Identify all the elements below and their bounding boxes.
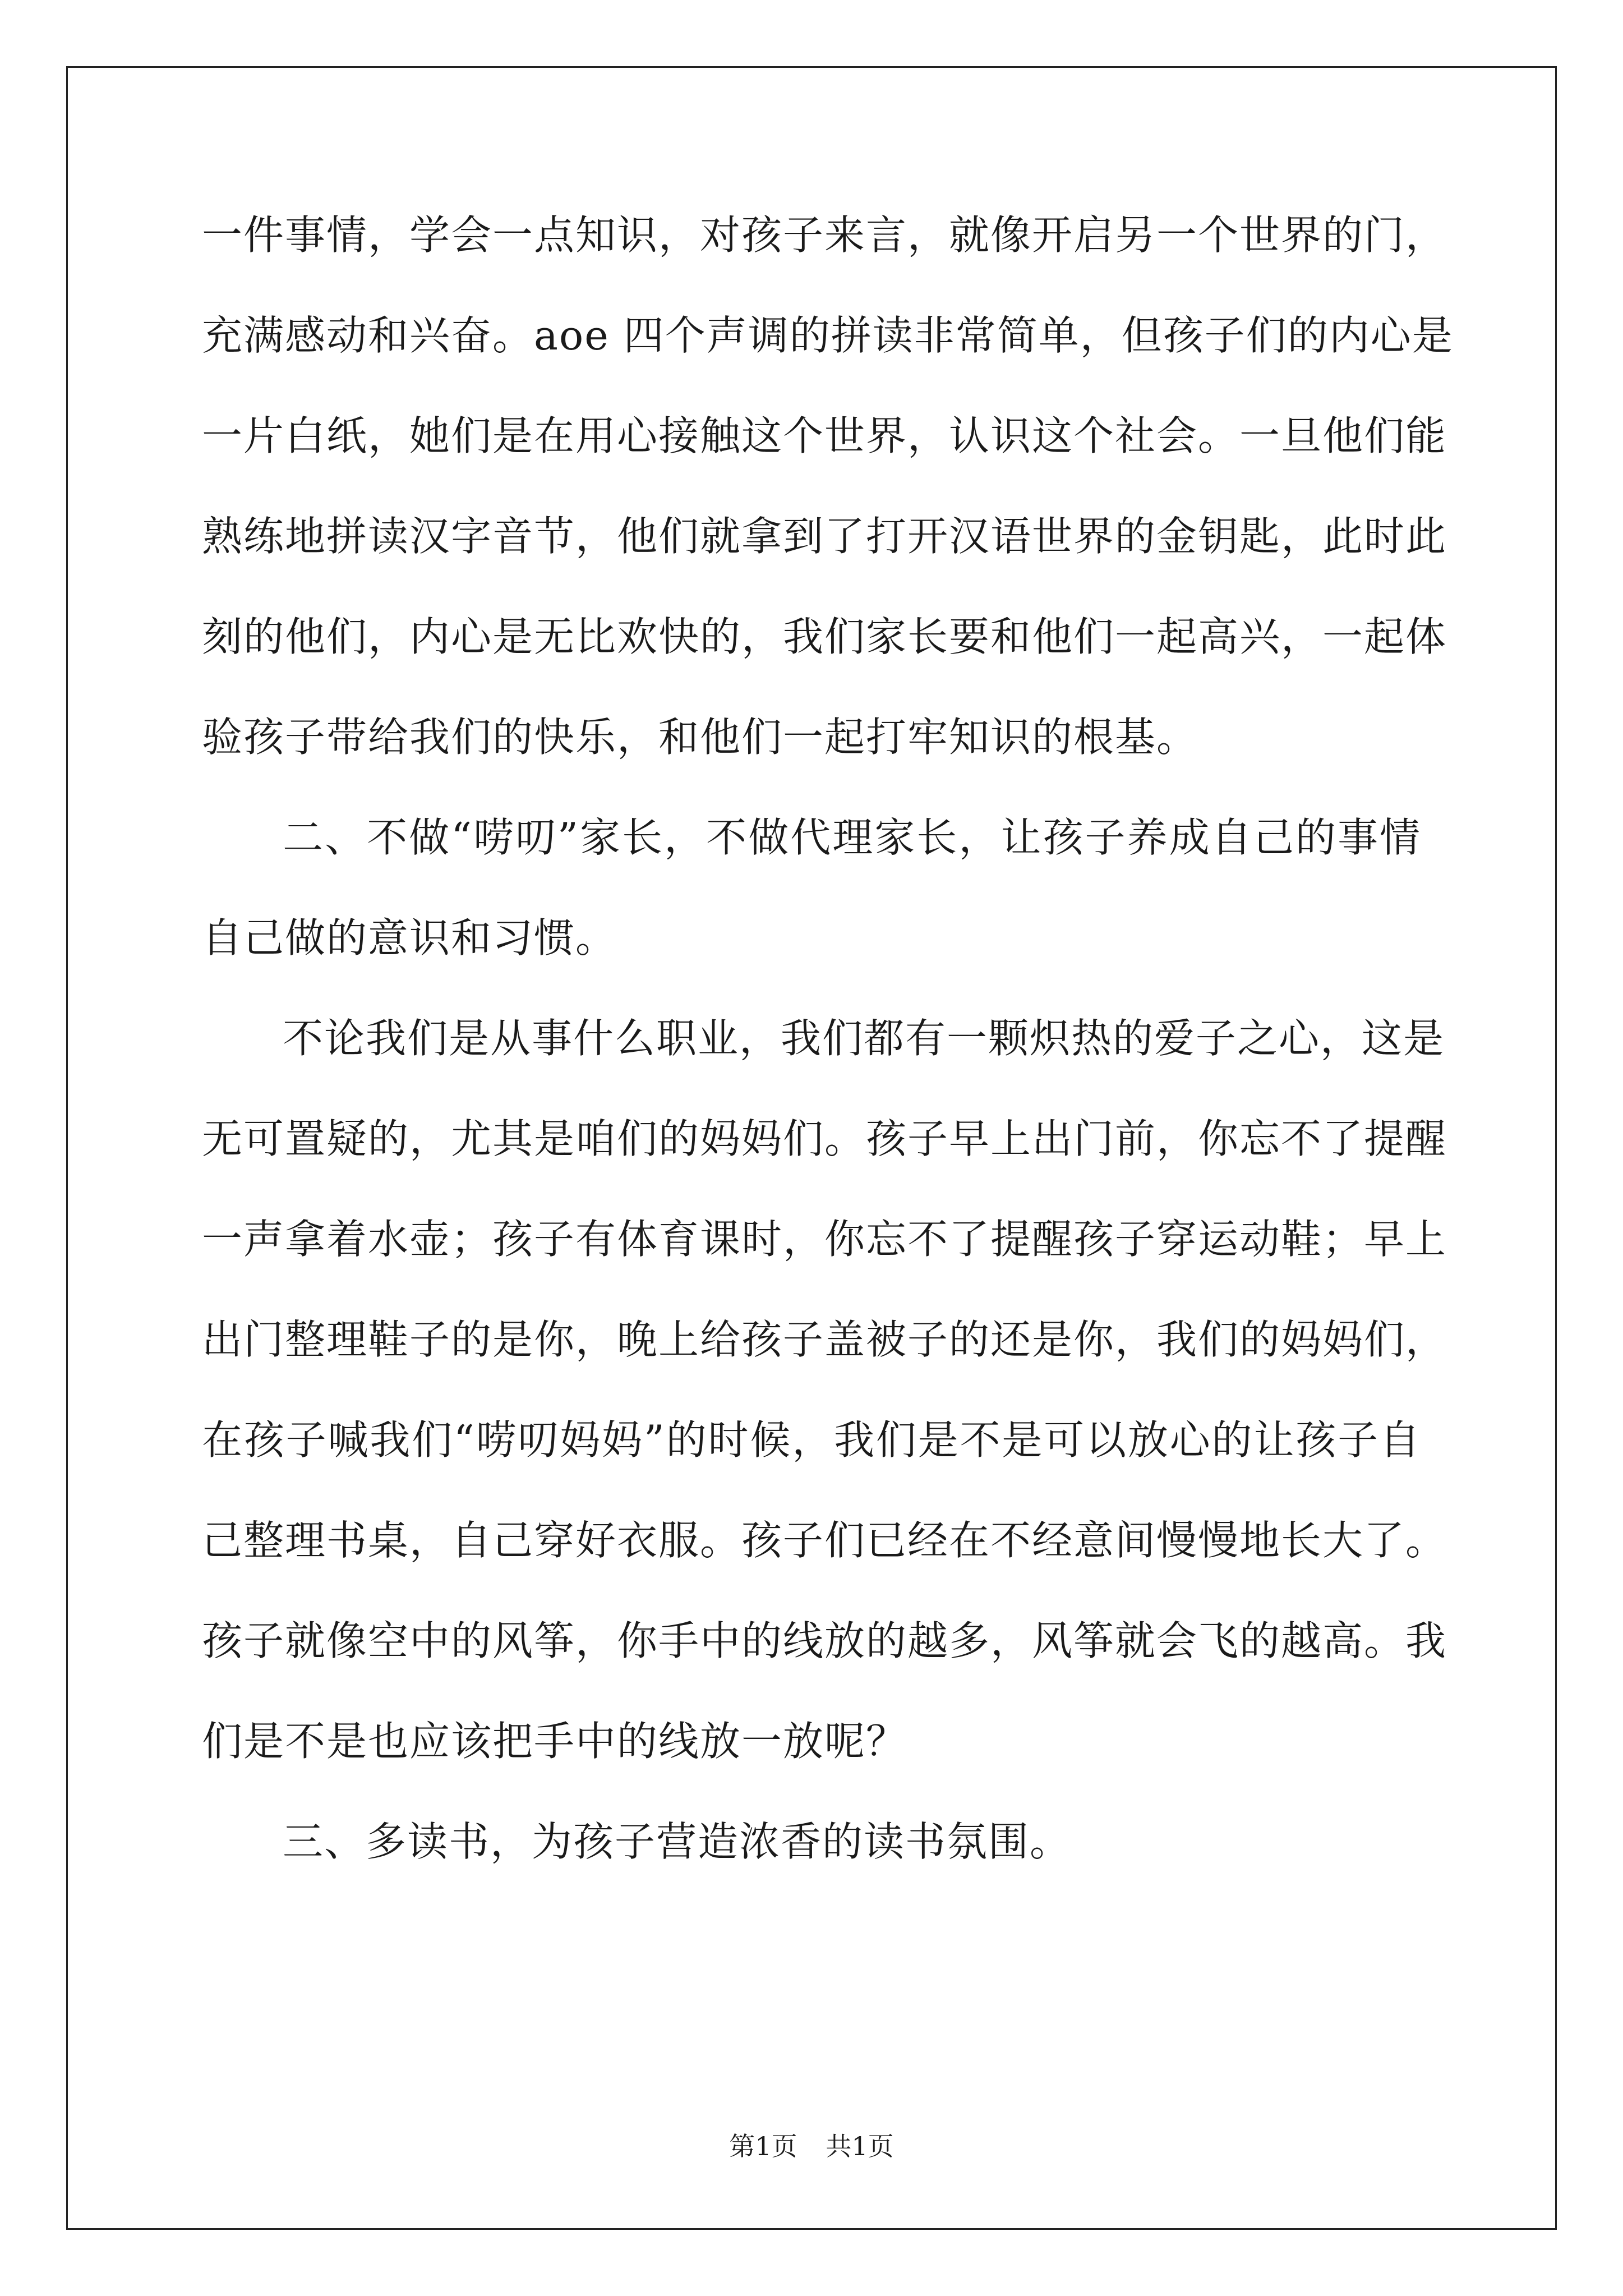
document-body [202,185,1454,1892]
text-line: 一件事情，学会一点知识，对孩子来言，就像开启另一个世界的门， [202,211,1447,259]
text-line: 己整理书桌，自己穿好衣服。孩子们已经在不经意间慢慢地长大了。 [202,1517,1447,1564]
section-heading-line: 自己做的意识和习惯。 [202,914,617,961]
text-line: 孩子就像空中的风筝，你手中的线放的越多，风筝就会飞的越高。我 [202,1617,1447,1664]
page-footer [0,2126,1623,2163]
text-line: 验孩子带给我们的快乐，和他们一起打牢知识的根基。 [202,714,1198,761]
text-line: 一声拿着水壶；孩子有体育课时，你忘不了提醒孩子穿运动鞋；早上 [202,1216,1447,1263]
text-line: 不论我们是从事什么职业，我们都有一颗炽热的爱子之心，这是 [283,1015,1445,1062]
page-number: 第1页 [729,2131,797,2161]
page-total: 共1页 [826,2131,894,2161]
text-line: 们是不是也应该把手中的线放一放呢？ [202,1718,908,1765]
text-line: 一片白纸，她们是在用心接触这个世界，认识这个社会。一旦他们能 [202,412,1447,459]
section-heading-line: 二、不做“唠叨”家长，不做代理家长，让孩子养成自己的事情 [283,814,1421,861]
text-line: 在孩子喊我们“唠叨妈妈”的时候，我们是不是可以放心的让孩子自 [202,1416,1421,1464]
text-line: 熟练地拼读汉字音节，他们就拿到了打开汉语世界的金钥匙，此时此 [202,513,1447,560]
text-line: 无可置疑的，尤其是咱们的妈妈们。孩子早上出门前，你忘不了提醒 [202,1115,1447,1162]
section-heading-line: 三、多读书，为孩子营造浓香的读书氛围。 [283,1818,1072,1865]
text-line: 充满感动和兴奋。aoe 四个声调的拼读非常简单，但孩子们的内心是 [202,312,1454,359]
text-line: 刻的他们，内心是无比欢快的，我们家长要和他们一起高兴，一起体 [202,613,1447,660]
text-line: 出门整理鞋子的是你，晚上给孩子盖被子的还是你，我们的妈妈们， [202,1316,1447,1363]
